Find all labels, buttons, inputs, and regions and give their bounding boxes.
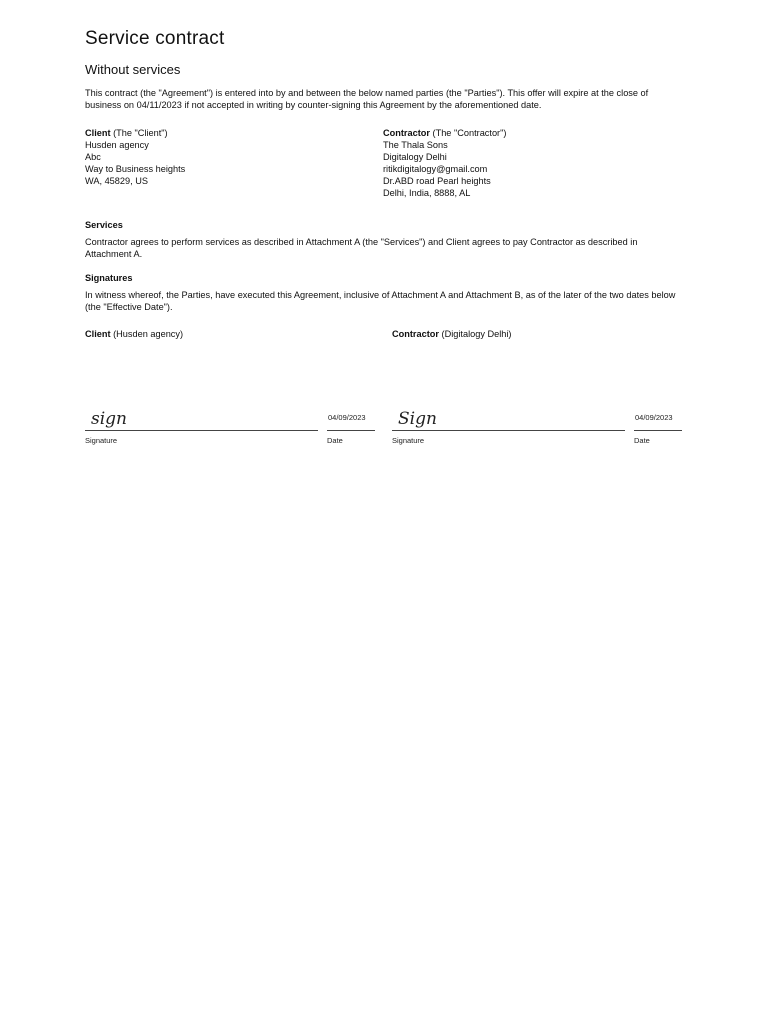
date-caption: Date — [327, 436, 343, 445]
contractor-heading — [383, 127, 506, 139]
parties-section — [85, 127, 685, 207]
page-subtitle: Without services — [85, 62, 181, 77]
contractor-line: Delhi, India, 8888, AL — [383, 188, 471, 198]
contractor-line: ritikdigitalogy@gmail.com — [383, 164, 488, 174]
contractor-line: Digitalogy Delhi — [383, 152, 447, 162]
client-alias: (The "Client") — [110, 128, 168, 138]
date-caption: Date — [634, 436, 650, 445]
contractor-label: Contractor — [383, 128, 430, 138]
signatures-heading: Signatures — [85, 273, 133, 283]
contractor-signature-block[interactable] — [392, 398, 625, 445]
client-date-field[interactable] — [327, 398, 375, 431]
signatures-text: In witness whereof, the Parties, have executed this Agreement, inclusive of Attachment A and Attachment B, as of the later of the two dates below (the "Effective Date"). — [85, 290, 676, 312]
client-date: 04/09/2023 — [328, 413, 366, 422]
contractor-signature-heading — [392, 329, 511, 339]
contractor-alias: (The "Contractor") — [429, 128, 507, 138]
client-line: Way to Business heights — [85, 164, 186, 174]
client-label: Client — [85, 128, 111, 138]
contractor-date-block[interactable] — [634, 398, 682, 445]
client-signature: sign — [91, 409, 127, 429]
contract-page — [85, 28, 685, 343]
client-date-block[interactable] — [327, 398, 375, 445]
contractor-date: 04/09/2023 — [635, 413, 673, 422]
contractor-date-field[interactable] — [634, 398, 682, 431]
client-signature-field[interactable] — [85, 398, 318, 431]
contractor-line: The Thala Sons — [383, 140, 448, 150]
client-details — [85, 127, 185, 187]
contractor-signature-label: Contractor — [392, 329, 439, 339]
contractor-signature: Sign — [398, 409, 437, 429]
client-line: WA, 45829, US — [85, 176, 148, 186]
client-line: Husden agency — [85, 140, 149, 150]
services-heading: Services — [85, 220, 123, 230]
client-line: Abc — [85, 152, 101, 162]
client-heading — [85, 127, 185, 139]
services-text: Contractor agrees to perform services as described in Attachment A (the "Services") and Client agrees to pay Contractor as described in Attachment A. — [85, 237, 638, 259]
signature-caption: Signature — [392, 436, 425, 445]
signature-row — [85, 398, 685, 450]
contractor-signature-name: (Digitalogy Delhi) — [438, 329, 512, 339]
client-signature-block[interactable] — [85, 398, 318, 445]
page-title: Service contract — [85, 28, 225, 49]
intro-paragraph: This contract (the "Agreement") is entered into by and between the below named parties (the "Parties"). This offer will expire at the close of business on 04/11/2023 if not accepted in writing by counter-signing this Agreement by the aforementioned date. — [85, 88, 649, 110]
contractor-signature-field[interactable] — [392, 398, 625, 431]
client-signature-heading — [85, 329, 183, 339]
contractor-line: Dr.ABD road Pearl heights — [383, 176, 491, 186]
signature-caption: Signature — [85, 436, 118, 445]
client-signature-name: (Husden agency) — [110, 329, 184, 339]
contractor-details — [383, 127, 506, 199]
client-signature-label: Client — [85, 329, 111, 339]
signature-parties — [85, 329, 685, 343]
